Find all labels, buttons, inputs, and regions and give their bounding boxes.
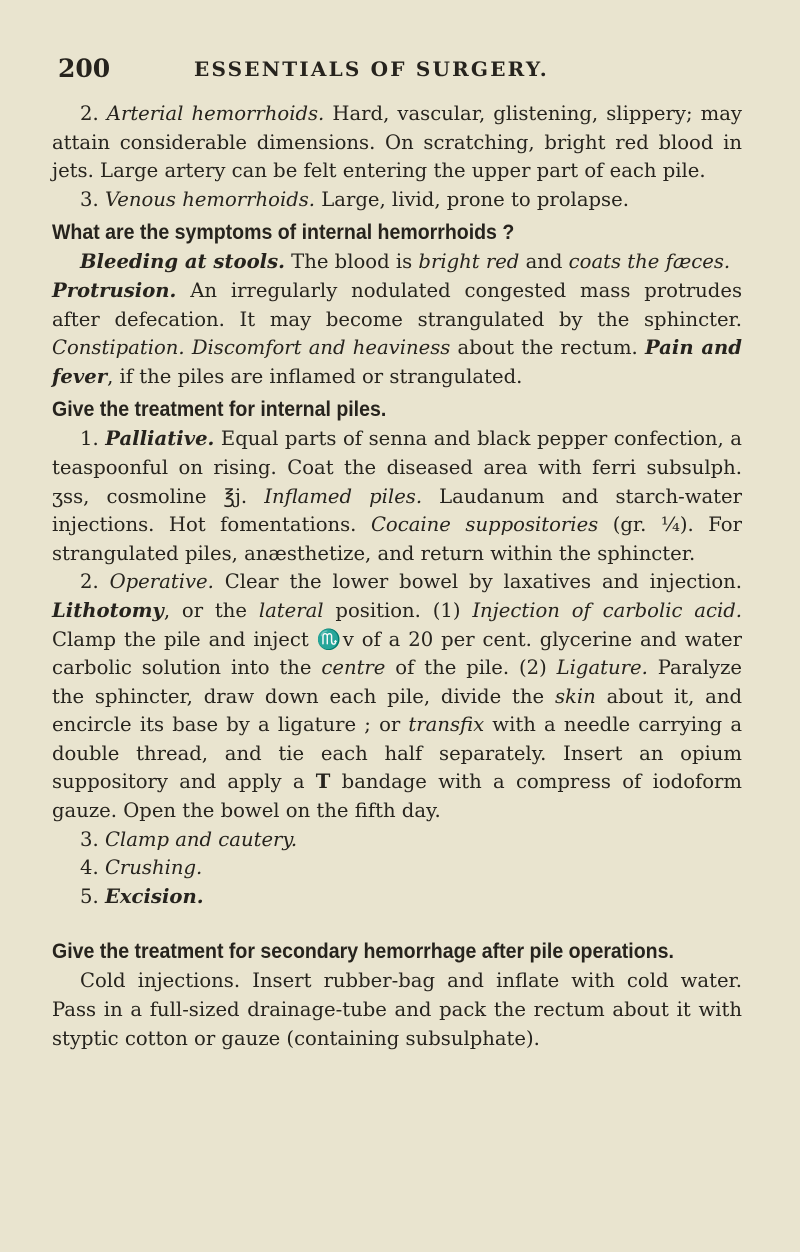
running-title: ESSENTIALS OF SURGERY.	[194, 57, 549, 81]
paragraph-palliative: 1. Palliative. Equal parts of senna and black pepper confection, a teaspoonful on rising. Coat the diseased area with ferri subsulph. ʒss, cosmoline ℥j. Inflamed piles. Laudanum and starch-water injections. Hot fomentations. Cocaine suppositories (gr. ¼). For strangulated piles, anæsthetize, and return within the sphincter.	[52, 427, 743, 565]
paragraph-secondary-hemorrhage-treatment: Cold injections. Insert rubber-bag and inflate with cold water. Pass in a full-sized drainage-tube and pack the rectum about it with styptic cotton or gauze (containing subsulphate).	[52, 969, 742, 1050]
list-item: 4. Crushing.	[80, 856, 203, 880]
paragraph-symptoms: Bleeding at stools. The blood is bright red and coats the fæces. Protrusion. An irregularly nodulated congested mass protrudes after defecation. It may become strangulated by the sphincter. Constipation. Discomfort and heaviness about the rectum. Pain and fever, if the piles are inflamed or strangulated.	[52, 250, 742, 388]
list-item: 3. Clamp and cautery.	[80, 827, 298, 851]
page-number: 200	[58, 54, 111, 83]
question-secondary-hemorrhage-heading: Give the treatment for secondary hemorrhage after pile operations.	[52, 940, 674, 964]
question-treatment-heading: Give the treatment for internal piles.	[52, 398, 387, 422]
paragraph-arterial-hemorrhoids: 2. Arterial hemorrhoids. Hard, vascular, glistening, slippery; may attain considerable dimensions. On scratching, bright red blood in jets. Large artery can be felt entering the upper part of each pile.	[52, 102, 742, 183]
question-symptoms-heading: What are the symptoms of internal hemorrhoids ?	[52, 221, 515, 245]
page-body	[52, 100, 742, 1053]
page-header	[58, 44, 748, 94]
paragraph-operative: 2. Operative. Clear the lower bowel by laxatives and injection. Lithotomy, or the lateral position. (1) Injection of carbolic acid. Clamp the pile and inject ♏v of a 20 per cent. glycerine and water carbolic solution into the centre of the pile. (2) Ligature. Paralyze the sphincter, draw down each pile, divide the skin about it, and encircle its base by a ligature ; or transfix with a needle carrying a double thread, and tie each half separately. Insert an opium suppository and apply a T bandage with a compress of iodoform gauze. Open the bowel on the fifth day.	[52, 570, 743, 823]
list-item: 5. Excision.	[80, 884, 204, 908]
paragraph-venous-hemorrhoids: 3. Venous hemorrhoids. Large, livid, prone to prolapse.	[80, 187, 629, 211]
